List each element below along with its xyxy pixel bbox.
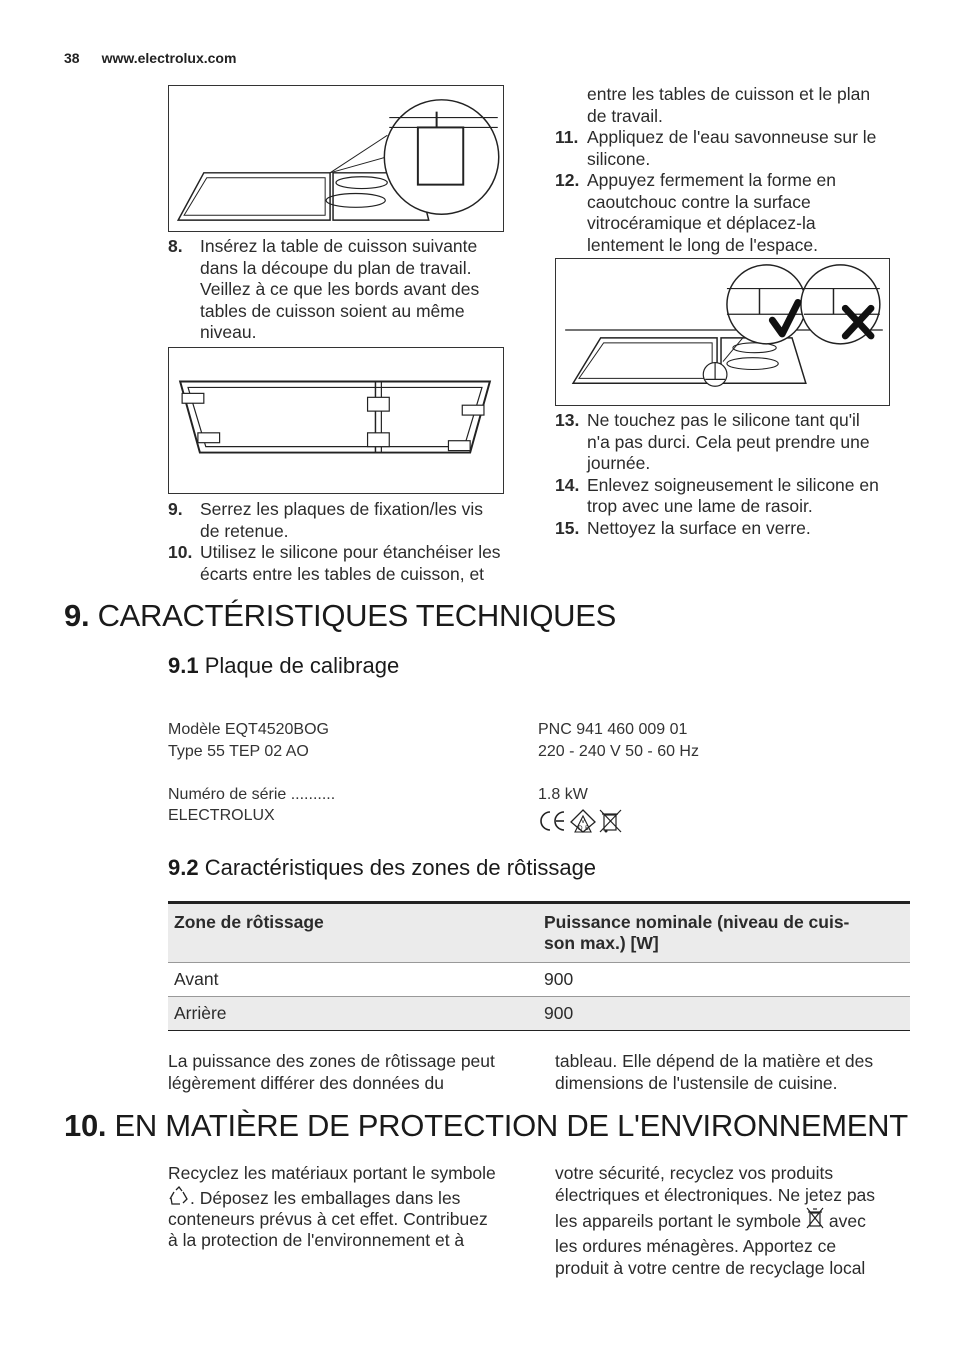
table-row — [168, 963, 910, 997]
step-text: dans la découpe du plan de travail. — [200, 257, 472, 278]
section-title: EN MATIÈRE DE PROTECTION DE L'ENVIRONNEMENT — [114, 1108, 908, 1143]
body-text: avec — [828, 1211, 866, 1231]
svg-text:V: V — [581, 818, 586, 825]
website-url: www.electrolux.com — [101, 50, 237, 66]
subsection-number: 9.2 — [168, 855, 199, 880]
step-text: Enlevez soigneusement le silicone en — [587, 474, 879, 495]
step-number: 14. — [555, 474, 580, 495]
step-10-continuation — [587, 84, 907, 127]
cooking-zones-table — [168, 901, 910, 1031]
step-text: Utilisez le silicone pour étanchéiser les — [200, 542, 501, 562]
power-note-right — [555, 1051, 910, 1094]
figure-hob-seam — [168, 85, 504, 232]
table-cell: Arrière — [168, 997, 538, 1031]
subsection-9-1-heading — [168, 653, 399, 679]
step-9 — [168, 499, 528, 542]
step-number: 15. — [555, 517, 580, 538]
column-header-power — [538, 903, 910, 963]
note-text: La puissance des zones de rôtissage peut — [168, 1051, 495, 1071]
step-number: 9. — [168, 499, 183, 519]
step-text: caoutchouc contre la surface — [587, 191, 811, 212]
power-value: 1.8 kW — [538, 785, 588, 803]
subsection-title: Plaque de calibrage — [204, 653, 400, 678]
body-text: les appareils portant le symbole — [555, 1211, 802, 1231]
svg-text:D: D — [578, 825, 583, 832]
power-note-left — [168, 1051, 528, 1094]
body-text: à la protection de l'environnement et à — [168, 1230, 465, 1250]
wheelie-bin-crossed-icon — [600, 810, 621, 833]
step-text: écarts entre les tables de cuisson, et — [200, 563, 485, 584]
pnc-value: PNC 941 460 009 01 — [538, 721, 688, 738]
steps-list-11-12 — [555, 127, 907, 256]
steps-list-13-15 — [555, 410, 907, 539]
step-text: Ne touchez pas le silicone tant qu'il — [587, 410, 860, 430]
steps-list-9-10 — [168, 499, 528, 585]
step-8 — [168, 236, 524, 344]
step-text: Serrez les plaques de fixation/les vis — [200, 499, 484, 519]
section-9-heading — [64, 598, 616, 634]
note-text: légèrement différer des données du — [168, 1072, 444, 1093]
step-text: de retenue. — [200, 520, 289, 541]
step-15 — [555, 518, 907, 540]
voltage-value: 220 - 240 V 50 - 60 Hz — [538, 742, 699, 760]
header-text: son max.) [W] — [544, 933, 659, 953]
column-header-zone: Zone de rôtissage — [168, 903, 538, 963]
section-number: 10. — [64, 1108, 107, 1143]
model-value: Modèle EQT4520BOG — [168, 721, 329, 738]
recycle-icon — [168, 1185, 190, 1207]
environment-text-right — [555, 1163, 910, 1279]
page-header — [64, 50, 236, 66]
step-text: lentement le long de l'espace. — [587, 234, 818, 255]
page-number: 38 — [64, 50, 80, 66]
figure-silicone-check — [555, 258, 890, 406]
table-row — [168, 997, 910, 1031]
body-text: produit à votre centre de recyclage local — [555, 1257, 866, 1278]
body-text: les ordures ménagères. Apportez ce — [555, 1236, 837, 1256]
step-text: entre les tables de cuisson et le plan — [587, 84, 871, 104]
step-text: Insérez la table de cuisson suivante — [200, 236, 478, 256]
fixing-brackets-illustration — [169, 348, 503, 493]
vde-mark-icon — [571, 810, 595, 832]
step-text: n'a pas durci. Cela peut prendre une — [587, 431, 870, 452]
silicone-check-illustration — [556, 259, 889, 405]
step-text: niveau. — [200, 322, 257, 342]
step-text: trop avec une lame de rasoir. — [587, 496, 813, 516]
step-text: Nettoyez la surface en verre. — [587, 517, 811, 538]
figure-fixing-brackets — [168, 347, 504, 494]
step-text: Veillez à ce que les bords avant des — [200, 279, 480, 299]
ce-mark-icon — [541, 812, 564, 830]
subsection-title: Caractéristiques des zones de rôtissage — [204, 855, 597, 880]
body-text: électriques et électroniques. Ne jetez pas — [555, 1184, 876, 1205]
step-text: journée. — [587, 453, 651, 473]
step-number: 11. — [555, 127, 579, 147]
step-text: tables de cuisson soient au même — [200, 300, 465, 321]
environment-text-left — [168, 1163, 533, 1252]
section-10-heading — [64, 1108, 908, 1144]
body-text: conteneurs prévus à cet effet. Contribuez — [168, 1208, 488, 1229]
table-cell: 900 — [538, 963, 910, 997]
hob-seam-illustration — [169, 86, 503, 231]
certification-marks — [537, 808, 627, 834]
note-text: dimensions de l'ustensile de cuisine. — [555, 1072, 838, 1093]
step-14 — [555, 475, 907, 518]
body-text: Recyclez les matériaux portant le symbole — [168, 1163, 496, 1183]
header-text: Puissance nominale (niveau de cuis- — [544, 912, 850, 932]
step-12 — [555, 170, 907, 256]
subsection-number: 9.1 — [168, 653, 199, 678]
step-text: silicone. — [587, 148, 651, 169]
step-10 — [168, 542, 528, 585]
section-number: 9. — [64, 598, 90, 633]
step-number: 8. — [168, 236, 183, 256]
table-header-row — [168, 903, 910, 963]
table-cell: 900 — [538, 997, 910, 1031]
step-number: 13. — [555, 410, 580, 430]
steps-list-8 — [168, 236, 524, 344]
serial-value: Numéro de série .......... — [168, 785, 336, 803]
wheelie-bin-crossed-icon — [806, 1207, 824, 1229]
body-text: votre sécurité, recyclez vos produits — [555, 1163, 834, 1183]
brand-value: ELECTROLUX — [168, 807, 275, 824]
step-text: Appliquez de l'eau savonneuse sur le — [587, 127, 877, 147]
subsection-9-2-heading — [168, 855, 596, 881]
step-text: de travail. — [587, 105, 663, 126]
step-11 — [555, 127, 907, 170]
note-text: tableau. Elle dépend de la matière et des — [555, 1051, 874, 1071]
body-text: . Déposez les emballages dans les — [190, 1187, 461, 1208]
type-value: Type 55 TEP 02 AO — [168, 742, 309, 760]
svg-text:E: E — [585, 825, 589, 832]
rating-plate-left — [168, 719, 508, 827]
step-13 — [555, 410, 907, 475]
section-title: CARACTÉRISTIQUES TECHNIQUES — [97, 598, 616, 633]
step-text: vitrocéramique et déplacez-la — [587, 213, 816, 233]
step-text: Appuyez fermement la forme en — [587, 170, 837, 190]
table-cell: Avant — [168, 963, 538, 997]
step-number: 10. — [168, 542, 193, 562]
step-number: 12. — [555, 170, 580, 190]
rating-plate-right — [538, 719, 878, 805]
